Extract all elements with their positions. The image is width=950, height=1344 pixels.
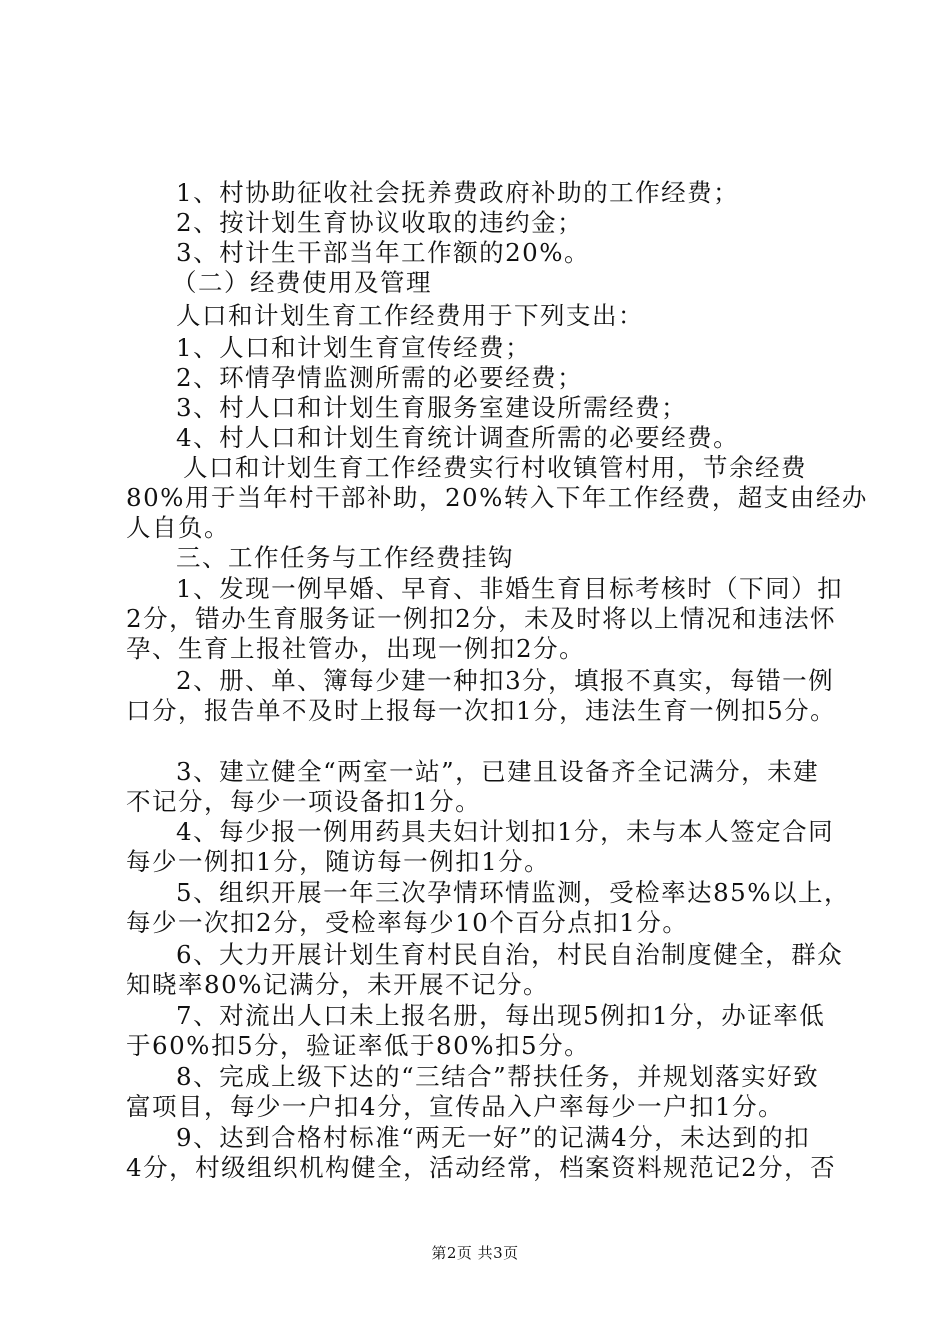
text-line: 1、发现一例早婚、早育、非婚生育目标考核时（下同）扣 — [176, 574, 844, 603]
text-line: 孕、生育上报社管办，出现一例扣2分。 — [126, 634, 586, 663]
text-line: 1、村协助征收社会抚养费政府补助的工作经费； — [176, 178, 740, 207]
text-line: 1、人口和计划生育宣传经费； — [176, 333, 532, 362]
text-line: 3、村计生干部当年工作额的20%。 — [176, 238, 591, 267]
text-line: 知晓率80%记满分，未开展不记分。 — [126, 970, 549, 999]
text-line: 7、对流出人口未上报名册，每出现5例扣1分，办证率低 — [176, 1001, 826, 1030]
text-line: 人自负。 — [126, 513, 230, 542]
text-line: 不记分，每少一项设备扣1分。 — [126, 787, 482, 816]
text-line: 每少一次扣2分，受检率每少10个百分点扣1分。 — [126, 908, 689, 937]
text-line: 于60%扣5分，验证率低于80%扣5分。 — [126, 1031, 591, 1060]
text-line: 2分，错办生育服务证一例扣2分，未及时将以上情况和违法怀 — [126, 604, 837, 633]
text-line: 4、村人口和计划生育统计调查所需的必要经费。 — [176, 423, 740, 452]
text-line: 4分，村级组织机构健全，活动经常，档案资料规范记2分，否 — [126, 1153, 837, 1182]
text-line: 3、村人口和计划生育服务室建设所需经费； — [176, 393, 688, 422]
page-number-footer: 第2页 共3页 — [431, 1244, 519, 1262]
text-line: 8、完成上级下达的“三结合”帮扶任务，并规划落实好致 — [176, 1062, 820, 1091]
text-line: 富项目，每少一户扣4分，宣传品入户率每少一户扣1分。 — [126, 1092, 785, 1121]
text-line: 2、环情孕情监测所需的必要经费； — [176, 363, 584, 392]
section-heading: （二）经费使用及管理 — [172, 268, 432, 297]
text-line: 人口和计划生育工作经费实行村收镇管村用，节余经费 — [183, 453, 807, 482]
text-line: 人口和计划生育工作经费用于下列支出： — [176, 301, 644, 330]
section-heading: 三、工作任务与工作经费挂钩 — [176, 543, 514, 572]
text-line: 5、组织开展一年三次孕情环情监测，受检率达85%以上， — [176, 878, 851, 907]
text-line: 4、每少报一例用药具夫妇计划扣1分，未与本人签定合同 — [176, 817, 835, 846]
text-line: 2、按计划生育协议收取的违约金； — [176, 208, 584, 237]
text-line: 每少一例扣1分，随访每一例扣1分。 — [126, 847, 551, 876]
text-line: 80%用于当年村干部补助，20%转入下年工作经费，超支由经办 — [126, 483, 868, 512]
text-line: 6、大力开展计划生育村民自治，村民自治制度健全，群众 — [176, 940, 844, 969]
text-line: 2、册、单、簿每少建一种扣3分，填报不真实，每错一例 — [176, 666, 835, 695]
text-line: 3、建立健全“两室一站”，已建且设备齐全记满分，未建 — [176, 757, 820, 786]
text-line: 9、达到合格村标准“两无一好”的记满4分，未达到的扣 — [176, 1123, 811, 1152]
text-line: 口分，报告单不及时上报每一次扣1分，违法生育一例扣5分。 — [126, 696, 837, 725]
